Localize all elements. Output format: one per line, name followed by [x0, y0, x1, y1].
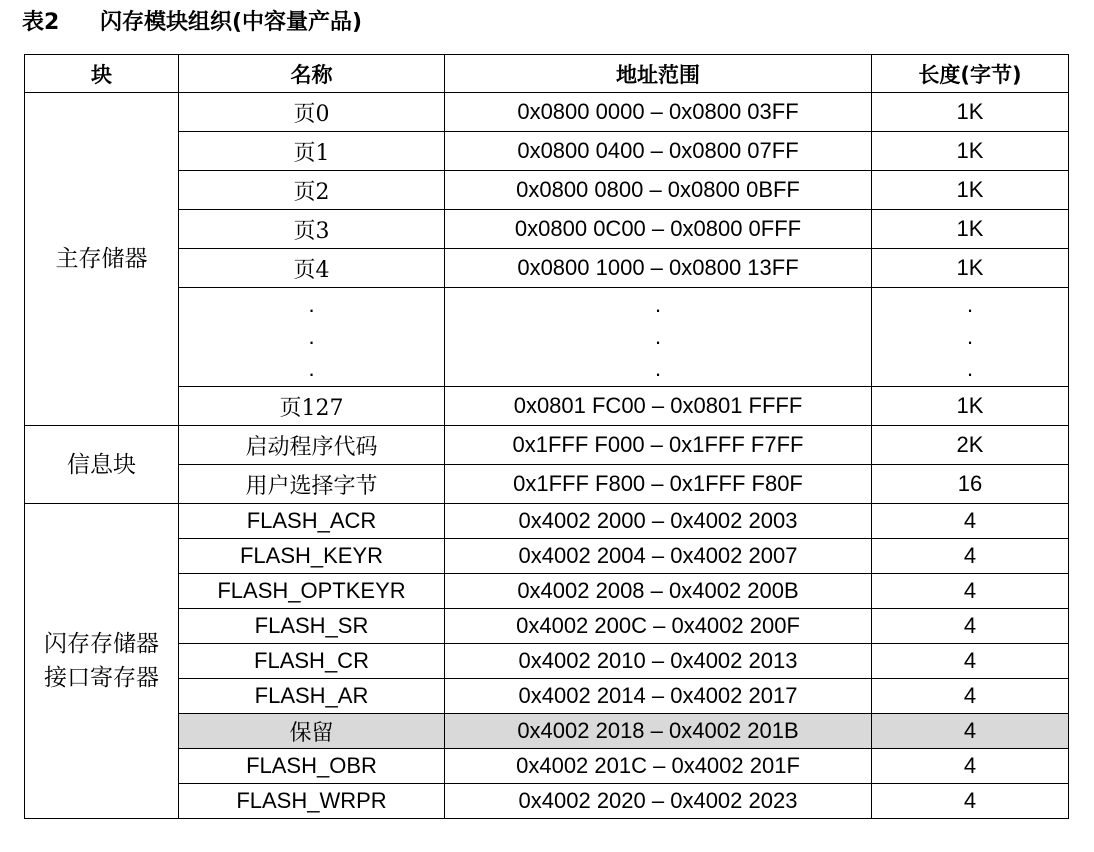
header-length: 长度(字节)	[872, 55, 1069, 93]
address-range: 0x0801 FC00 – 0x0801 FFFF	[445, 387, 872, 426]
register-name: FLASH_CR	[179, 644, 445, 679]
block-label-line2: 接口寄存器	[44, 665, 159, 691]
address-range: 0x4002 2014 – 0x4002 2017	[445, 679, 872, 714]
block-information: 信息块	[25, 426, 179, 504]
length: 1K	[872, 132, 1069, 171]
ellipsis-range	[445, 288, 872, 387]
length: 4	[872, 749, 1069, 784]
length: 1K	[872, 210, 1069, 249]
table-row	[25, 749, 1069, 784]
length: 1K	[872, 93, 1069, 132]
register-name: FLASH_OBR	[179, 749, 445, 784]
length: 1K	[872, 171, 1069, 210]
ellipsis-dot: .	[308, 292, 315, 317]
header-row	[25, 55, 1069, 93]
header-name: 名称	[179, 55, 445, 93]
block-label-line1: 闪存存储器	[44, 631, 159, 657]
table-row	[25, 171, 1069, 210]
address-range: 0x4002 201C – 0x4002 201F	[445, 749, 872, 784]
info-name: 启动程序代码	[179, 426, 445, 465]
length: 4	[872, 644, 1069, 679]
flash-organization-table	[24, 54, 1069, 819]
address-range: 0x4002 2010 – 0x4002 2013	[445, 644, 872, 679]
address-range: 0x4002 2000 – 0x4002 2003	[445, 504, 872, 539]
ellipsis-dot: .	[308, 324, 315, 349]
length: 4	[872, 784, 1069, 819]
address-range: 0x4002 2018 – 0x4002 201B	[445, 714, 872, 749]
length: 1K	[872, 387, 1069, 426]
register-name: FLASH_SR	[179, 609, 445, 644]
length: 4	[872, 679, 1069, 714]
page-name: 页0	[179, 93, 445, 132]
register-name: FLASH_OPTKEYR	[179, 574, 445, 609]
table-row	[25, 679, 1069, 714]
length: 4	[872, 504, 1069, 539]
table-title: 闪存模块组织(中容量产品)	[100, 10, 363, 35]
ellipsis-dot: .	[308, 356, 315, 381]
page-name: 页1	[179, 132, 445, 171]
table-row	[25, 465, 1069, 504]
length: 16	[872, 465, 1069, 504]
length: 4	[872, 714, 1069, 749]
table-caption	[22, 8, 362, 38]
address-range: 0x4002 2004 – 0x4002 2007	[445, 539, 872, 574]
table-row	[25, 93, 1069, 132]
address-range: 0x1FFF F000 – 0x1FFF F7FF	[445, 426, 872, 465]
page-name: 页127	[179, 387, 445, 426]
ellipsis-dot: .	[654, 292, 662, 317]
table-row	[25, 644, 1069, 679]
table-row	[25, 426, 1069, 465]
address-range: 0x4002 200C – 0x4002 200F	[445, 609, 872, 644]
address-range: 0x4002 2020 – 0x4002 2023	[445, 784, 872, 819]
header-address-range: 地址范围	[445, 55, 872, 93]
address-range: 0x0800 0000 – 0x0800 03FF	[445, 93, 872, 132]
register-name: FLASH_AR	[179, 679, 445, 714]
block-flash-interface-registers	[25, 504, 179, 819]
register-name: FLASH_WRPR	[179, 784, 445, 819]
table-row	[25, 574, 1069, 609]
length: 4	[872, 539, 1069, 574]
ellipsis-dot: .	[654, 356, 662, 381]
header-block: 块	[25, 55, 179, 93]
length: 1K	[872, 249, 1069, 288]
length: 4	[872, 609, 1069, 644]
ellipsis-dot: .	[966, 356, 974, 381]
register-name: FLASH_KEYR	[179, 539, 445, 574]
address-range: 0x1FFF F800 – 0x1FFF F80F	[445, 465, 872, 504]
length: 2K	[872, 426, 1069, 465]
table-row	[25, 784, 1069, 819]
ellipsis-row	[25, 288, 1069, 387]
page-name: 页2	[179, 171, 445, 210]
ellipsis-length	[872, 288, 1069, 387]
reserved-row	[25, 714, 1069, 749]
page-name: 页3	[179, 210, 445, 249]
table-row	[25, 609, 1069, 644]
ellipsis-dot: .	[966, 324, 974, 349]
address-range: 0x0800 0400 – 0x0800 07FF	[445, 132, 872, 171]
block-main-memory: 主存储器	[25, 93, 179, 426]
register-name: 保留	[179, 714, 445, 749]
address-range: 0x0800 0C00 – 0x0800 0FFF	[445, 210, 872, 249]
table-row	[25, 132, 1069, 171]
address-range: 0x0800 1000 – 0x0800 13FF	[445, 249, 872, 288]
table-row	[25, 387, 1069, 426]
table-row	[25, 210, 1069, 249]
table-row	[25, 539, 1069, 574]
register-name: FLASH_ACR	[179, 504, 445, 539]
table-row	[25, 504, 1069, 539]
table-row	[25, 249, 1069, 288]
table-number: 表2	[22, 10, 60, 35]
ellipsis-name	[179, 288, 445, 387]
ellipsis-dot: .	[654, 324, 662, 349]
address-range: 0x4002 2008 – 0x4002 200B	[445, 574, 872, 609]
page-name: 页4	[179, 249, 445, 288]
info-name: 用户选择字节	[179, 465, 445, 504]
address-range: 0x0800 0800 – 0x0800 0BFF	[445, 171, 872, 210]
length: 4	[872, 574, 1069, 609]
ellipsis-dot: .	[966, 292, 974, 317]
